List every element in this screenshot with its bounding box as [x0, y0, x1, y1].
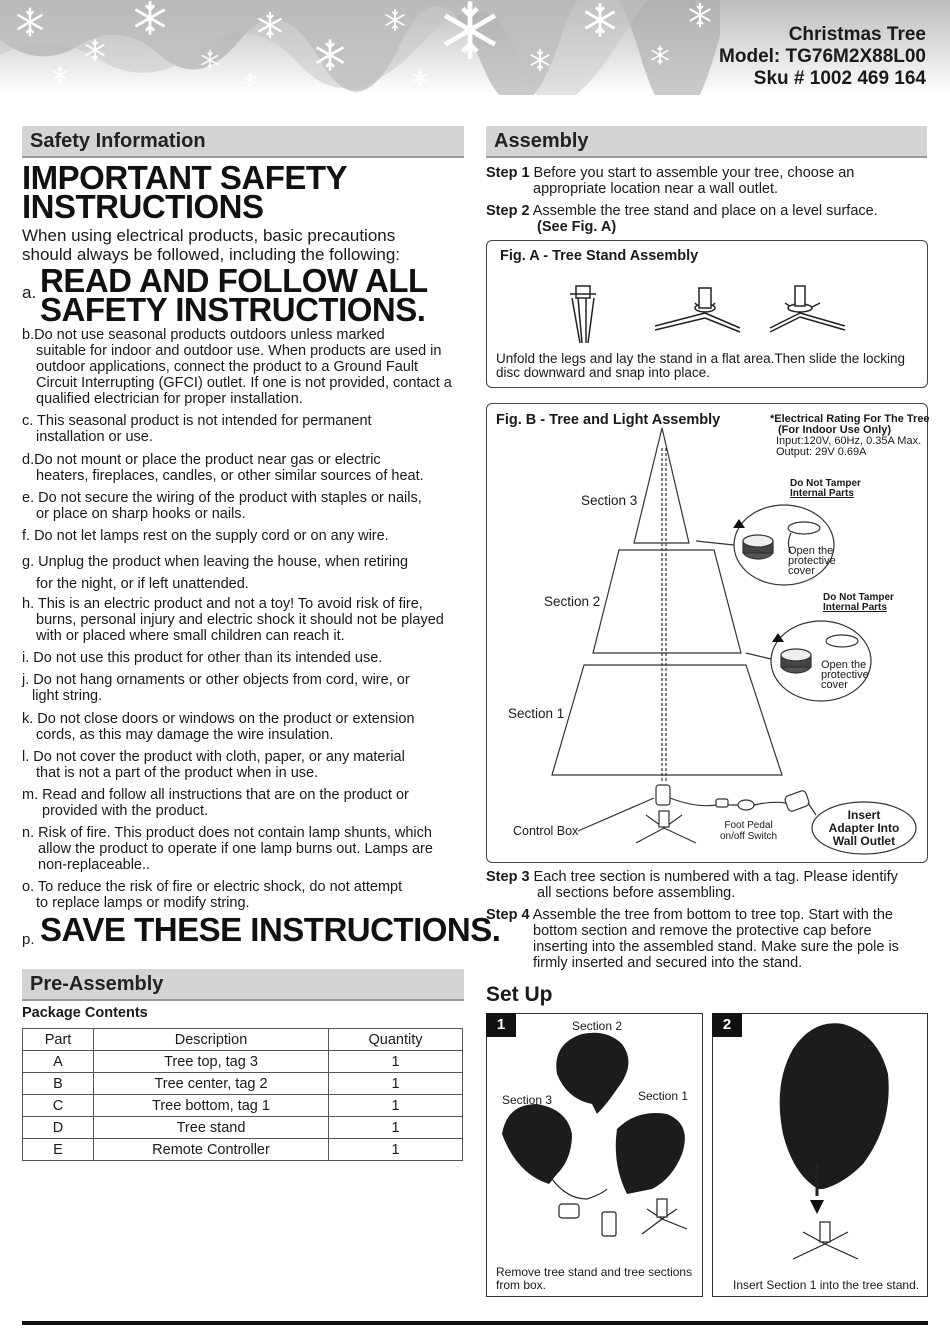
rating-subtitle: (For Indoor Use Only) — [778, 424, 892, 436]
model-number: Model: TG76M2X88L00 — [719, 46, 926, 67]
safety-item-n: n. Risk of fire. This product does not contain lamp shunts, which allow the product to operate if one lamp burns out. Lamps are non-replaceable.. — [22, 825, 433, 873]
tree-stand-assembly-icon — [560, 268, 860, 348]
cell-quantity: 1 — [329, 1073, 463, 1095]
rating-output: Output: 29V 0.69A — [776, 446, 867, 458]
step-1-label: Step 1 — [486, 165, 530, 181]
cell-part: C — [23, 1095, 94, 1117]
setup-step-2-caption: Insert Section 1 into the tree stand. — [733, 1278, 920, 1292]
item-p-text: SAVE THESE INSTRUCTIONS. — [40, 911, 501, 948]
section-3-label: Section 3 — [581, 493, 638, 508]
table-row — [23, 1139, 463, 1161]
open-cover-1-line2: protective — [788, 555, 836, 567]
section-2-label: Section 2 — [544, 594, 601, 609]
setup-step-1-caption: Remove tree stand and tree sections from box. — [496, 1265, 693, 1292]
tamper-2-line1: Do Not Tamper — [823, 592, 894, 603]
cell-quantity: 1 — [329, 1095, 463, 1117]
step-3 — [486, 869, 926, 901]
insert-adapter-line1: Insert — [847, 808, 881, 822]
step-4-text: Assemble the tree from bottom to tree top. Start with the — [532, 907, 893, 923]
table-row — [23, 1117, 463, 1139]
package-contents-label: Package Contents — [22, 1005, 148, 1021]
step-3-text: Each tree section is numbered with a tag. Please identify — [533, 869, 898, 885]
setup-heading: Set Up — [486, 983, 553, 1006]
safety-item-d: d.Do not mount or place the product near gas or electric heaters, fireplaces, candles, or other similar sources of heat. — [22, 452, 424, 484]
open-cover-2 — [821, 660, 869, 690]
tree-light-assembly-icon — [486, 403, 926, 861]
cell-part: B — [23, 1073, 94, 1095]
insert-adapter-line3: Wall Outlet — [832, 834, 896, 848]
pre-assembly-heading: Pre-Assembly — [22, 969, 464, 1001]
safety-item-j: j. Do not hang ornaments or other objects from cord, wire, or light string. — [22, 672, 410, 704]
rating-title: *Electrical Rating For The Tree — [770, 413, 930, 425]
step-3-label: Step 3 — [486, 869, 530, 885]
safety-item-g: g. Unplug the product when leaving the house, when retiring for the night, or if left unattended. — [22, 554, 409, 592]
package-contents-table — [22, 1028, 463, 1161]
safety-item-l: l. Do not cover the product with cloth, paper, or any material that is not a part of the product when in use. — [22, 749, 405, 781]
figure-b-title: Fig. B - Tree and Light Assembly — [496, 412, 721, 428]
item-a-label: a. — [22, 283, 37, 302]
open-cover-2-line1: Open the — [821, 659, 867, 671]
safety-item-i: i. Do not use this product for other than its intended use. — [22, 650, 383, 666]
safety-item-m: m. Read and follow all instructions that are on the product or provided with the product. — [22, 787, 409, 819]
step-1-text: Before you start to assemble your tree, choose an — [533, 165, 855, 181]
cell-quantity: 1 — [329, 1117, 463, 1139]
column-header-description: Description — [94, 1029, 329, 1051]
column-header-part: Part — [23, 1029, 94, 1051]
tamper-warning-1 — [790, 479, 861, 499]
step-2 — [486, 203, 916, 235]
item-a-line2: SAFETY INSTRUCTIONS. — [40, 291, 426, 328]
tamper-warning-2 — [823, 593, 894, 613]
column-header-quantity: Quantity — [329, 1029, 463, 1051]
cell-description: Tree stand — [94, 1117, 329, 1139]
insert-section-icon — [713, 1014, 925, 1264]
step-4-label: Step 4 — [486, 907, 530, 923]
setup-step-1-badge: 1 — [486, 1013, 516, 1037]
insert-adapter-label — [822, 809, 906, 848]
assembly-heading: Assembly — [486, 126, 927, 158]
table-header-row — [23, 1029, 463, 1051]
foot-pedal-line1: Foot Pedal — [724, 820, 773, 831]
safety-intro: When using electrical products, basic precautions should always be followed, including the following: — [22, 226, 401, 264]
open-cover-1-line3: cover — [788, 565, 815, 577]
step-2-text-cont: (See Fig. A) — [537, 219, 617, 235]
cell-description: Remote Controller — [94, 1139, 329, 1161]
item-a-line1: READ AND FOLLOW ALL — [40, 262, 428, 299]
cell-description: Tree bottom, tag 1 — [94, 1095, 329, 1117]
step-1-text-cont: appropriate location near a wall outlet. — [533, 181, 779, 197]
cell-quantity: 1 — [329, 1139, 463, 1161]
step-4-text-cont: bottom section and remove the protective cap before inserting into the assembled stand. Make sure the pole is firmly inserted and secured into the stand. — [533, 923, 899, 971]
figure-a-title: Fig. A - Tree Stand Assembly — [500, 248, 699, 264]
product-header — [719, 24, 926, 90]
important-title-line2: INSTRUCTIONS — [22, 188, 264, 225]
step-1 — [486, 165, 916, 197]
step-2-label: Step 2 — [486, 203, 530, 219]
table-row — [23, 1051, 463, 1073]
safety-heading: Safety Information — [22, 126, 464, 158]
cell-quantity: 1 — [329, 1051, 463, 1073]
safety-item-o: o. To reduce the risk of fire or electric shock, do not attempt to replace lamps or modify string. — [22, 879, 403, 911]
step-2-text: Assemble the tree stand and place on a level surface. — [532, 203, 878, 219]
open-cover-1 — [788, 546, 836, 576]
product-name: Christmas Tree — [788, 24, 926, 45]
foot-pedal-line2: on/off Switch — [720, 831, 778, 842]
rating-input: Input:120V, 60Hz, 0.35A Max. — [776, 435, 922, 447]
safety-item-k: k. Do not close doors or windows on the product or extension cords, as this may damage the wire insulation. — [22, 711, 415, 743]
setup-section-2-label: Section 2 — [572, 1019, 623, 1033]
figure-a-caption: Unfold the legs and lay the stand in a flat area.Then slide the locking disc downward and snap into place. — [496, 351, 906, 380]
step-3-text-cont: all sections before assembling. — [537, 885, 736, 901]
open-cover-2-line3: cover — [821, 679, 848, 691]
item-p-label: p. — [22, 931, 35, 948]
tree-sections-icon — [487, 1014, 700, 1264]
cell-description: Tree top, tag 3 — [94, 1051, 329, 1073]
control-box-label: Control Box — [513, 824, 579, 838]
safety-item-h: h. This is an electric product and not a toy! To avoid risk of fire, burns, personal injury and electric shock it should not be played with or placed where small children can reach it. — [22, 596, 444, 644]
section-1-label: Section 1 — [508, 706, 565, 721]
cell-part: E — [23, 1139, 94, 1161]
step-4 — [486, 907, 926, 971]
safety-item-b: b.Do not use seasonal products outdoors unless marked suitable for indoor and outdoor use. When products are used in outdoor applications, connect the product to a Ground Fault Circuit Interrupting (GFCI) outlet. If one is not provided, contact a qualified electrician for proper installation. — [22, 327, 452, 407]
bottom-rule — [22, 1321, 928, 1325]
open-cover-1-line1: Open the — [788, 545, 834, 557]
setup-step-2-badge: 2 — [712, 1013, 742, 1037]
open-cover-2-line2: protective — [821, 669, 869, 681]
safety-item-e: e. Do not secure the wiring of the product with staples or nails, or place on sharp hooks or nails. — [22, 490, 422, 522]
table-row — [23, 1073, 463, 1095]
sku-number: Sku # 1002 469 164 — [753, 68, 926, 89]
tamper-1-line1: Do Not Tamper — [790, 478, 861, 489]
cell-part: A — [23, 1051, 94, 1073]
foot-pedal-label — [720, 820, 777, 842]
setup-section-1-label: Section 1 — [638, 1089, 689, 1103]
table-row — [23, 1095, 463, 1117]
setup-section-3-label: Section 3 — [502, 1093, 553, 1107]
safety-item-f: f. Do not let lamps rest on the supply cord or on any wire. — [22, 528, 389, 544]
important-title-line1: IMPORTANT SAFETY — [22, 159, 348, 196]
tamper-1-line2: Internal Parts — [790, 488, 854, 499]
cell-description: Tree center, tag 2 — [94, 1073, 329, 1095]
tamper-2-line2: Internal Parts — [823, 602, 887, 613]
cell-part: D — [23, 1117, 94, 1139]
safety-item-c: c. This seasonal product is not intended for permanent installation or use. — [22, 413, 372, 445]
insert-adapter-line2: Adapter Into — [828, 821, 900, 835]
